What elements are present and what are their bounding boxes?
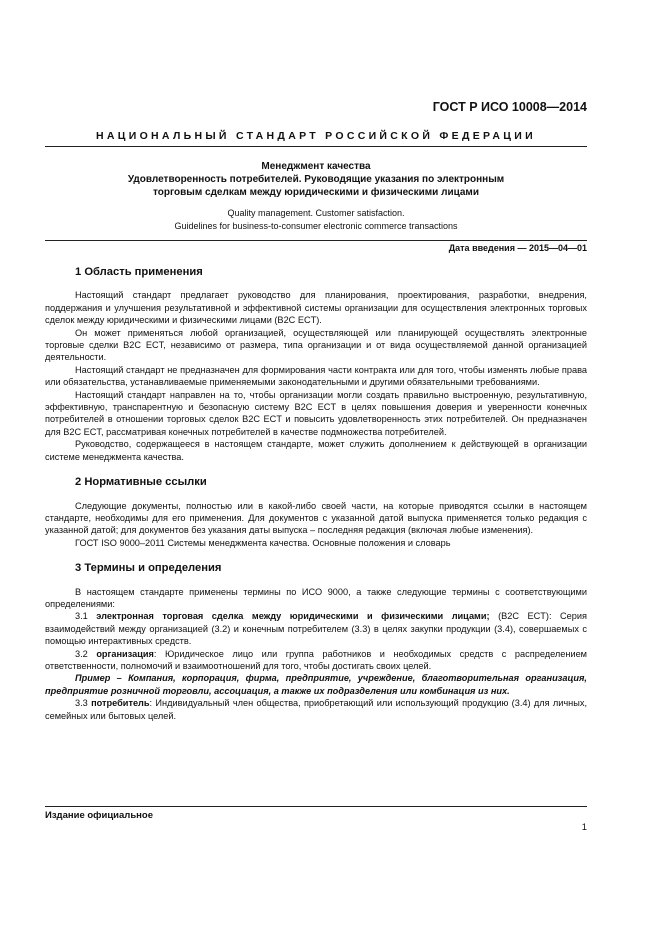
title-ru-line2: Удовлетворенность потребителей. Руководящие указания по электронным (127, 174, 505, 185)
section2-reference: ГОСТ ISO 9000–2011 Системы менеджмента качества. Основные положения и словарь (75, 537, 451, 548)
standard-code: ГОСТ Р ИСО 10008—2014 (432, 100, 587, 114)
term-3-2 (45, 648, 587, 673)
section3-heading: 3 Термины и определения (75, 562, 222, 575)
term-definition: : Индивидуальный член общества, приобретающий или использующий продукцию (3.4) для личных, семейных или бытовых целей. (45, 698, 587, 721)
term-definition: (B2C ECT): Серия взаимодействий между организацией (3.2) и конечным потребителем (3.3) в целях закупки продукции (3.4), совершаемых с помощью интерактивных средств. (45, 611, 587, 647)
section1-paragraph: Он может применяться любой организацией, осуществляющей или планирующей осуществлять электронные торговые сделки B2C ECT, независимо от размера, типа организации и от вида осуществляемой данной организацией деятельности. (45, 327, 587, 363)
term-name: потребитель (91, 698, 150, 709)
term-name: организация (96, 648, 154, 659)
introduction-date: Дата введения — 2015—04—01 (448, 243, 587, 253)
term-name: электронная торговая сделка между юридическими и физическими лицами; (96, 611, 490, 622)
section3-intro: В настоящем стандарте применены термины по ИСО 9000, а также следующие термины с соответствующими определениями: (45, 586, 587, 609)
document-body (45, 262, 587, 722)
middle-divider (45, 240, 587, 241)
term-number: 3.2 (75, 648, 97, 659)
section1-heading: 1 Область применения (75, 266, 203, 278)
term-example: Пример – Компания, корпорация, фирма, предприятие, учреждение, благотворительная организация, предприятие розничной торговли, ассоциация, а также их подразделения или комбинация из них. (45, 673, 587, 696)
term-3-3 (45, 697, 587, 722)
section1-paragraph: Настоящий стандарт предлагает руководство для планирования, проектирования, разработки, внедрения, поддержания и улучшения результативной и эффективной системы организации для осуществления электронных торговых сделок между юридическими и физическими лицами (B2C ECT). (45, 290, 587, 326)
section2-heading: 2 Нормативные ссылки (75, 476, 207, 489)
title-english (45, 207, 587, 232)
page-number: 1 (581, 822, 587, 833)
section1-paragraph: Руководство, содержащееся в настоящем стандарте, может служить дополнением к действующей в организации системе менеджмента качества. (45, 439, 587, 462)
section1-paragraph: Настоящий стандарт направлен на то, чтобы организации могли создать правильно выстроенную, результативную, эффективную, транспарентную и безопасную систему B2C ECT в целях повышения доверия и уверенности конечных потребителей в отношении торговых сделок B2C ECT и повысить удовлетворенность этих потребителей. Он предназначен для B2C ECT, рассматривая конечных потребителей в качестве подмножества потребителей. (45, 389, 587, 437)
title-russian (45, 160, 587, 199)
section2-paragraph: Следующие документы, полностью или в какой-либо своей части, на которые приводятся ссылки в настоящем стандарте, необходимы для его применения. Для документов с указанной датой выпуска применяется только редакция с указанной датой; для документов без указания даты выпуска – последняя редакция (включая любые изменения). (45, 500, 587, 536)
official-edition-label: Издание официальное (45, 810, 153, 821)
national-standard-heading: НАЦИОНАЛЬНЫЙ СТАНДАРТ РОССИЙСКОЙ ФЕДЕРАЦИИ (96, 130, 536, 142)
title-ru-line1: Менеджмент качества (261, 161, 371, 172)
title-ru-line3: торговым сделкам между юридическими и физическими лицами (153, 187, 479, 198)
term-3-1 (45, 610, 587, 647)
title-en-line2: Guidelines for business-to-consumer electronic commerce transactions (174, 220, 458, 231)
footer-divider (45, 806, 587, 807)
term-definition: : Юридическое лицо или группа работников и необходимых средств с распределением ответственности, полномочий и взаимоотношений для того, чтобы достигать своих целей. (45, 648, 587, 671)
term-number: 3.3 (75, 698, 92, 709)
term-number: 3.1 (75, 611, 97, 622)
section1-paragraph: Настоящий стандарт не предназначен для формирования части контракта или для того, чтобы изменять любые права или обязательства, устанавливаемые применяемыми законодательными и другими обязательными требованиями. (45, 364, 587, 388)
top-divider (45, 146, 587, 147)
title-en-line1: Quality management. Customer satisfaction. (227, 208, 405, 218)
